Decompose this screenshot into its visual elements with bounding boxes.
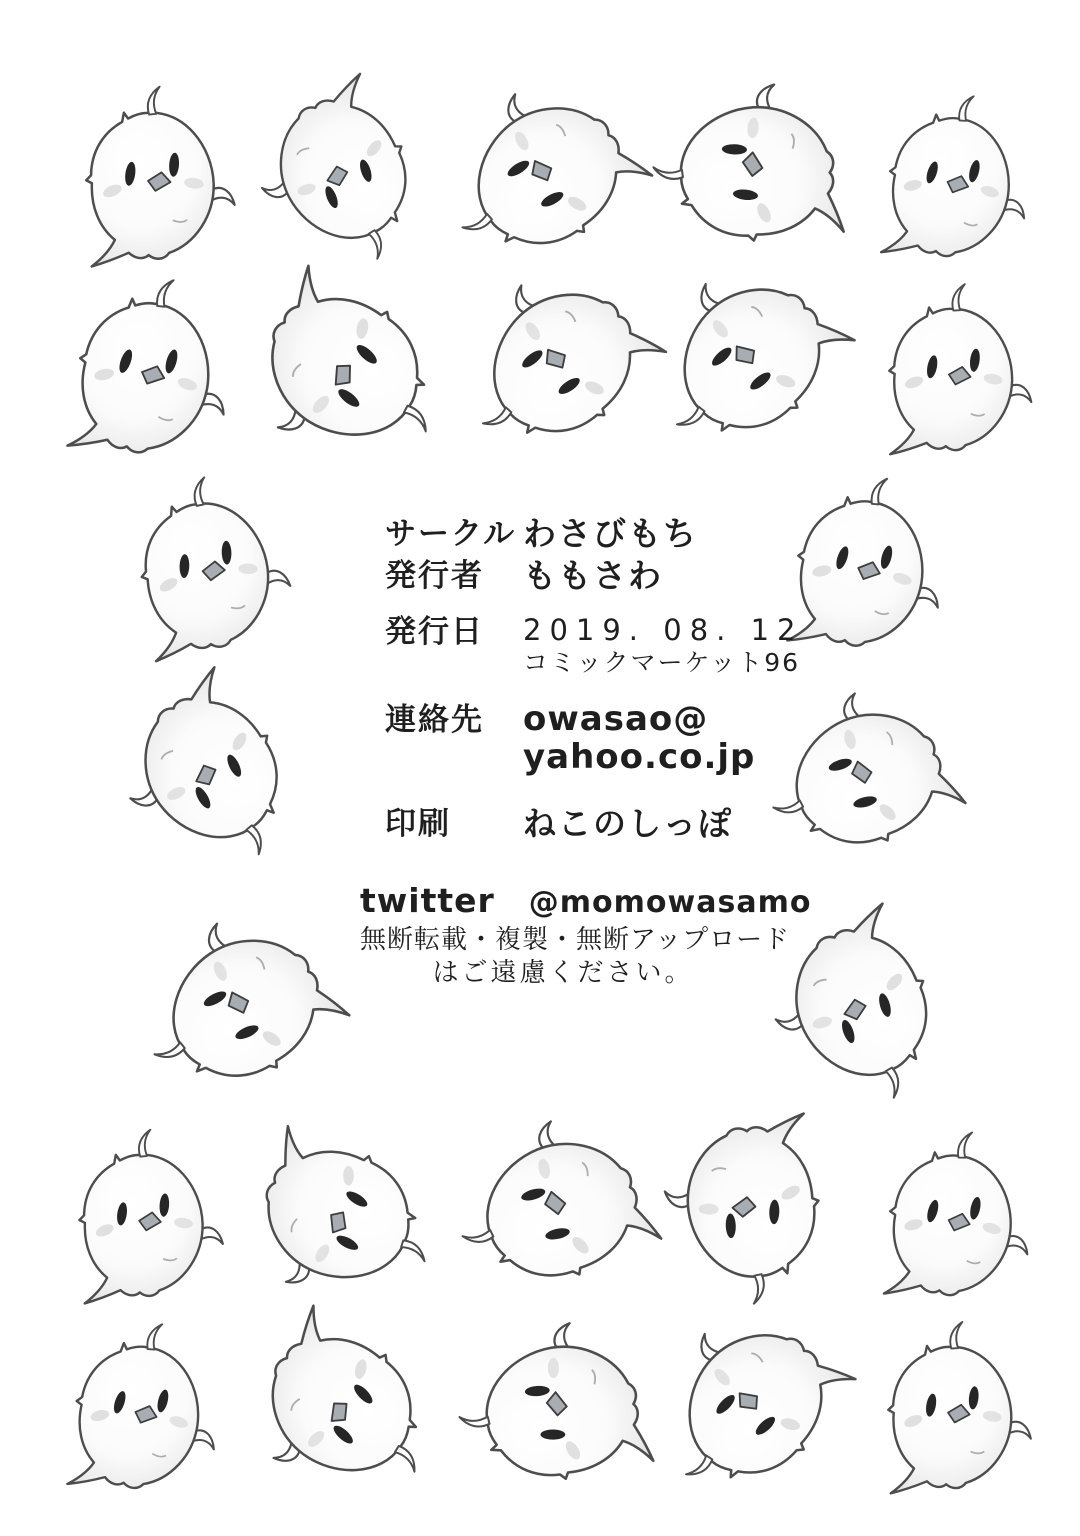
chick-mascot-drawing: [429, 1089, 675, 1335]
twitter-row: [360, 881, 812, 922]
publication-date-row: [385, 612, 815, 678]
twitter-label: twitter: [360, 881, 495, 920]
date-label: 発行日: [385, 614, 484, 650]
chick-mascot-icon: [860, 1316, 1044, 1500]
chick-mascot-drawing: [618, 236, 873, 491]
publisher-name: ももさわ: [523, 556, 663, 595]
chick-mascot-drawing: [625, 1285, 875, 1535]
chick-mascot-icon: [224, 1286, 472, 1534]
circle-row: [385, 514, 815, 554]
chick-mascot-icon: [429, 1089, 675, 1335]
contact-label: 連絡先: [385, 702, 484, 738]
chick-mascot-drawing: [224, 1286, 472, 1534]
chick-mascot-icon: [644, 1104, 860, 1320]
chick-eye-left: [540, 1429, 565, 1439]
chick-mascot-drawing: [54, 78, 250, 274]
contact-email-part1: owasao@: [523, 699, 709, 739]
circle-name: わさびもち: [523, 514, 698, 553]
contact-email-part2: yahoo.co.jp: [523, 737, 756, 777]
chick-mascot-drawing: [90, 651, 341, 902]
publication-date: 2019. 08. 12: [523, 613, 804, 647]
chick-mascot-icon: [862, 88, 1041, 267]
chick-mascot-icon: [90, 651, 341, 902]
twitter-handle: @momowasamo: [528, 885, 812, 920]
chick-mascot-drawing: [47, 268, 247, 468]
copyright-notice-line1: 無断転載・複製・無断アップロード: [360, 925, 791, 955]
event-name: コミックマーケット96: [523, 648, 801, 677]
chick-mascot-drawing: [863, 280, 1044, 461]
publisher-row: [385, 556, 815, 596]
publisher-label: 発行者: [385, 558, 484, 594]
chick-mascot-icon: [863, 280, 1044, 461]
chick-mascot-icon: [47, 268, 247, 468]
chick-mascot-drawing: [108, 883, 366, 1141]
chick-mascot-drawing: [102, 462, 311, 671]
chick-mascot-drawing: [440, 1300, 663, 1523]
printer-label: 印刷: [385, 806, 451, 842]
chick-mascot-icon: [440, 1300, 663, 1523]
chick-mascot-icon: [54, 78, 250, 274]
copyright-notice-line2: はご遠慮ください。: [432, 958, 694, 988]
chick-mascot-drawing: [234, 1106, 458, 1330]
chick-mascot-icon: [234, 1106, 458, 1330]
chick-mascot-icon: [102, 462, 311, 671]
chick-mascot-drawing: [860, 1316, 1044, 1500]
chick-mascot-icon: [48, 1316, 232, 1500]
circle-label: サークル: [385, 516, 517, 552]
chick-mascot-icon: [642, 67, 852, 277]
chick-mascot-drawing: [48, 1316, 232, 1500]
chick-mascot-icon: [108, 883, 366, 1141]
contact-row: [385, 700, 815, 776]
chick-mascot-icon: [865, 1128, 1041, 1304]
chick-mascot-drawing: [642, 67, 852, 277]
chick-mascot-icon: [618, 236, 873, 491]
footer-notice: [360, 881, 812, 989]
printer-name: ねこのしっぽ: [523, 804, 733, 843]
chick-mascot-drawing: [862, 88, 1041, 267]
chick-mascot-icon: [625, 1285, 875, 1535]
publication-info: [385, 514, 815, 844]
chick-mascot-drawing: [48, 1121, 237, 1310]
chick-mascot-icon: [48, 1121, 237, 1310]
chick-mascot-drawing: [865, 1128, 1041, 1304]
chick-mascot-drawing: [644, 1104, 860, 1320]
printer-row: [385, 804, 815, 844]
